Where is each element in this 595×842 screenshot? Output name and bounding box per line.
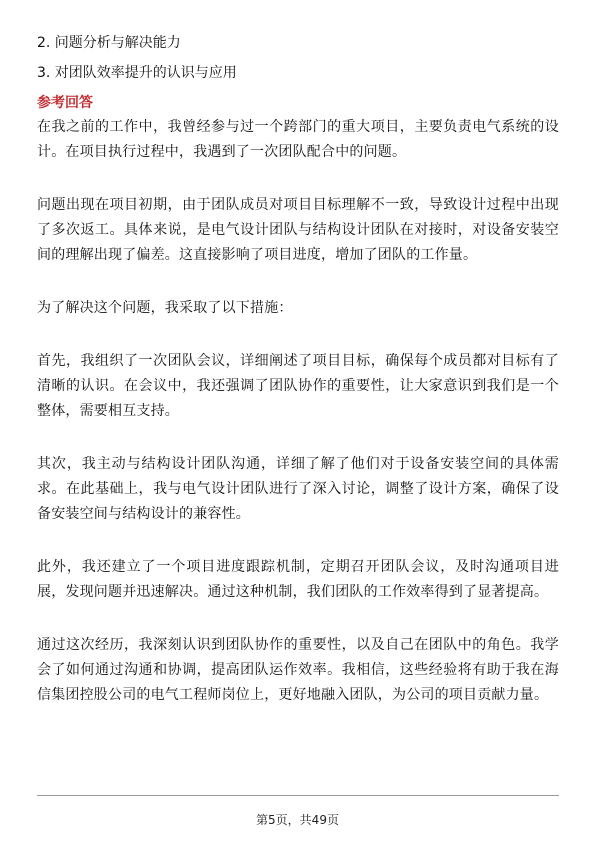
paragraph-problem: 问题出现在项目初期，由于团队成员对项目目标理解不一致，导致设计过程中出现了多次返工。具体来说，是电气设计团队与结构设计团队在对接时，对设备安装空间的理解出现了偏差。这直接影响了项目进度，增加了团队的工作量。 [37, 197, 559, 263]
list-item-problem-analysis: 2. 问题分析与解决能力 [37, 35, 181, 51]
paragraph-additional-step: 此外，我还建立了一个项目进度跟踪机制，定期召开团队会议，及时沟通项目进展，发现问题并迅速解决。通过这种机制，我们团队的工作效率得到了显著提高。 [37, 559, 559, 600]
paragraph-intro: 在我之前的工作中，我曾经参与过一个跨部门的重大项目，主要负责电气系统的设计。在项目执行过程中，我遇到了一次团队配合中的问题。 [37, 119, 559, 160]
paragraph-measures-intro: 为了解决这个问题，我采取了以下措施： [37, 300, 293, 316]
list-item-team-efficiency: 3. 对团队效率提升的认识与应用 [37, 65, 237, 81]
paragraph-conclusion: 通过这次经历，我深刻认识到团队协作的重要性，以及自己在团队中的角色。我学会了如何通过沟通和协调，提高团队运作效率。我相信，这些经验将有助于我在海信集团控股公司的电气工程师岗位上，更好地融入团队，为公司的项目贡献力量。 [37, 637, 559, 703]
footer-divider [37, 795, 559, 796]
paragraph-first-step: 首先，我组织了一次团队会议，详细阐述了项目目标，确保每个成员都对目标有了清晰的认识。在会议中，我还强调了团队协作的重要性，让大家意识到我们是一个整体，需要相互支持。 [37, 353, 559, 419]
paragraph-second-step: 其次，我主动与结构设计团队沟通，详细了解了他们对于设备安装空间的具体需求。在此基础上，我与电气设计团队进行了深入讨论，调整了设计方案，确保了设备安装空间与结构设计的兼容性。 [37, 456, 559, 522]
page-content [37, 31, 559, 708]
answer-heading: 参考回答 [37, 95, 93, 111]
page-number: 第5页，共49页 [256, 813, 339, 827]
